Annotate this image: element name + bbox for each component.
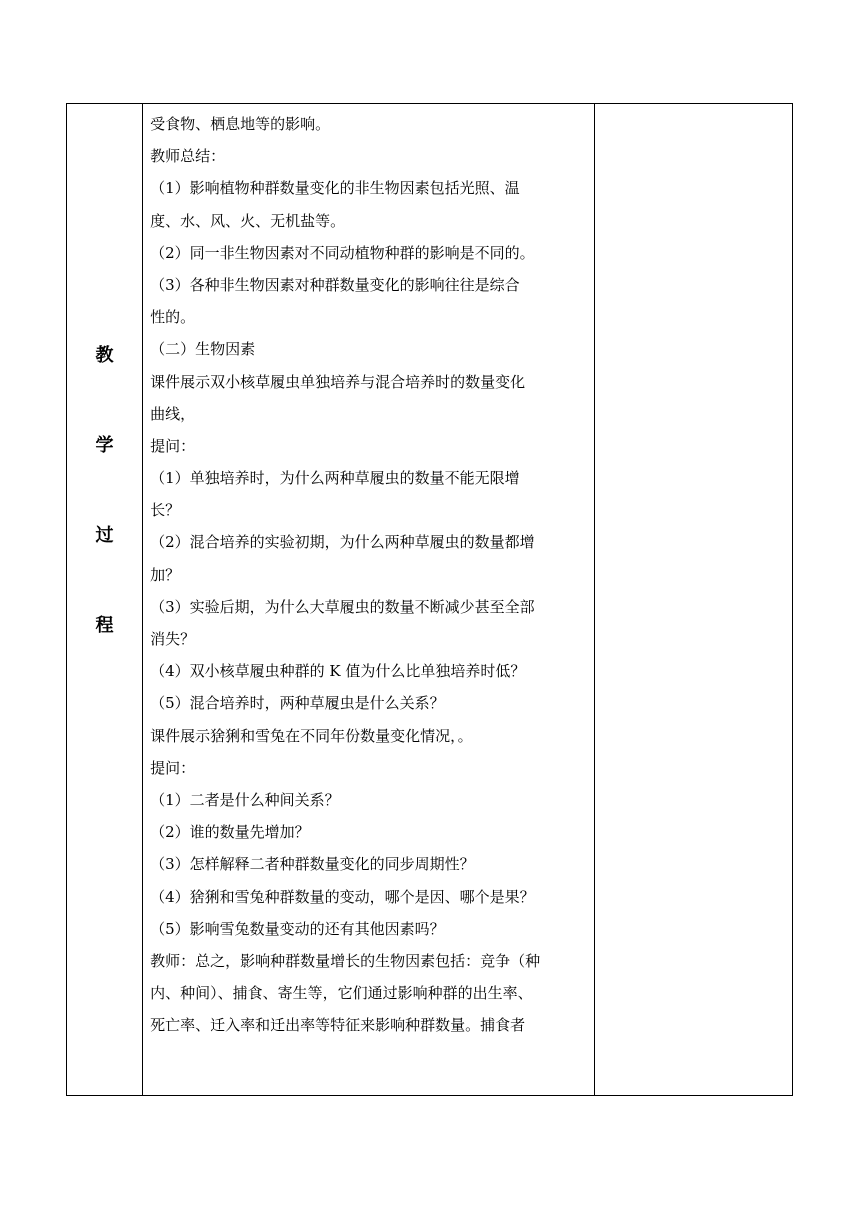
section-label-cell [67,104,143,1096]
section-label-char: 过 [95,525,114,546]
text-line: （二）生物因素 [150,340,256,359]
text-line: 课件展示猞猁和雪兔在不同年份数量变化情况，。 [150,726,473,745]
text-line: （2）谁的数量先增加？ [150,823,310,842]
text-line: （1）影响植物种群数量变化的非生物因素包括光照、温 [150,179,520,198]
text-line: （4）猞猁和雪兔种群数量的变动，哪个是因、哪个是果？ [150,887,535,906]
text-line: 度、水、风、火、无机盐等。 [150,211,346,230]
text-line: 性的。 [150,308,196,327]
notes-cell [594,104,792,1096]
text-line: 加？ [150,565,181,584]
section-label [67,336,142,696]
text-line: （4）双小核草履虫种群的 K 值为什么比单独培养时低？ [150,662,526,681]
text-line: （5）混合培养时，两种草履虫是什么关系？ [150,694,445,713]
text-line: 长？ [150,501,181,520]
content-lines [150,108,588,1041]
lesson-plan-table [66,103,793,1096]
text-line: 提问： [150,758,196,777]
text-line: 教师：总之，影响种群数量增长的生物因素包括：竞争（种 [150,951,541,970]
text-line: （3）实验后期，为什么大草履虫的数量不断减少甚至全部 [150,597,535,616]
text-line: 内、种间）、捕食、寄生等，它们通过影响种群的出生率、 [150,984,533,1003]
text-line: （3）各种非生物因素对种群数量变化的影响往往是综合 [150,275,520,294]
content-cell [143,104,595,1096]
text-line: 消失？ [150,630,196,648]
text-line: （1）单独培养时，为什么两种草履虫的数量不能无限增 [150,469,520,488]
text-line: 受食物、栖息地等的影响。 [150,115,331,133]
text-line: （2）同一非生物因素对不同动植物种群的影响是不同的。 [150,243,535,262]
section-label-char: 教 [95,345,114,366]
text-line: （5）影响雪兔数量变动的还有其他因素吗？ [150,919,445,938]
text-line: 死亡率、迁入率和迁出率等特征来影响种群数量。捕食者 [150,1016,526,1035]
text-line: 提问： [150,436,196,455]
text-line: （3）怎样解释二者种群数量变化的同步周期性？ [150,855,475,874]
text-line: 教师总结： [150,147,226,166]
text-line: （2）混合培养的实验初期，为什么两种草履虫的数量都增 [150,533,535,552]
section-label-char: 程 [95,615,114,636]
text-line: （1）二者是什么种间关系？ [150,790,340,809]
text-line: 曲线， [150,404,196,423]
text-line: 课件展示双小核草履虫单独培养与混合培养时的数量变化 [150,372,526,391]
section-label-char: 学 [95,435,114,456]
